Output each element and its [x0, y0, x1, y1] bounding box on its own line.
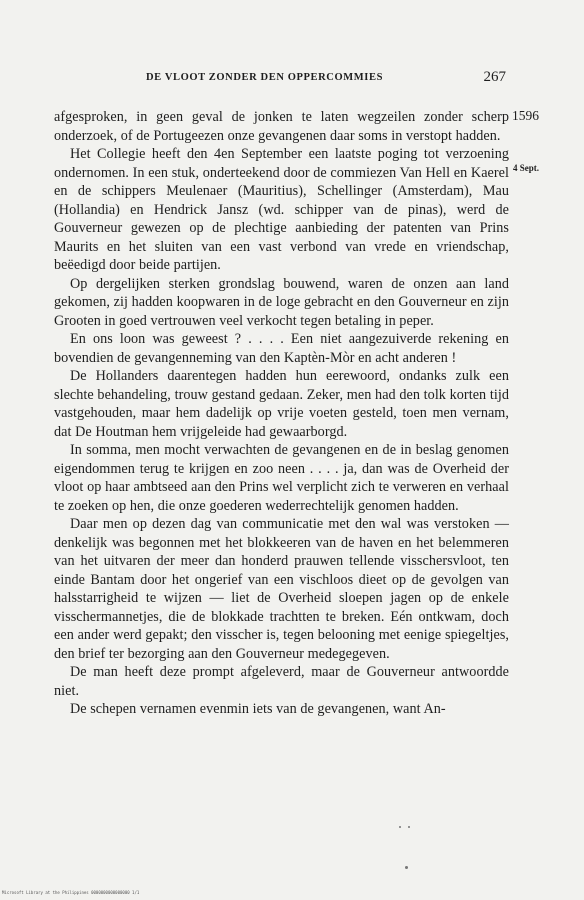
ink-speck	[408, 826, 410, 828]
ink-speck	[405, 866, 408, 869]
scan-footer: Microsoft Library at the Philippines 0000000000000000 1/1	[2, 890, 140, 895]
running-title: DE VLOOT ZONDER DEN OPPERCOMMIES	[146, 72, 384, 83]
paragraph: In somma, men mocht verwachten de gevangenen en de in beslag genomen eigendommen terug te krijgen en zoo neen . . . . ja, dan was de Overheid der vloot op haar ambtseed aan den Prins wel verplicht zich te verweren en verhaal te zoeken op hen, die onze goederen wederrechtelijk genomen hadden.	[54, 442, 509, 514]
ink-speck	[399, 826, 401, 828]
paragraph: Daar men op dezen dag van communicatie met den wal was verstoken — denkelijk was begonnen met het blokkeeren van de haven en het belemmeren van het uitvaren der meer dan honderd prauwen tellende visschersvloot, ten einde Bantam door het ongerief van een vischloos dieet op de gevolgen van halsstarrigheid te wijzen — liet de Overheid sloepen jagen op de enkele visschermannetjes, die de blokkade trachtten te breken. Eén ontkwam, doch een ander werd gepakt; den visscher is, tegen belooning met eenige spiegeltjes, den brief ter bezorging aan den Gouverneur medegegeven.	[54, 516, 509, 662]
paragraph: De Hollanders daarentegen hadden hun eerewoord, ondanks zulk een slechte behandeling, trouw gestand gedaan. Zeker, men had den tolk korten tijd vastgehouden, maar hem dadelijk op vrije voeten gesteld, toen men vernam, dat De Houtman hem vrijgeleide had gewaarborgd.	[54, 368, 509, 440]
body-text	[54, 108, 509, 719]
paragraph: afgesproken, in geen geval de jonken te laten wegzeilen zonder scherp onderzoek, of de Portugeezen onze gevangenen daar soms in verstopt hadden.	[54, 109, 509, 144]
running-head	[146, 69, 506, 88]
paragraph: En ons loon was geweest ? . . . . Een niet aangezuiverde rekening en bovendien de gevangenneming van den Kaptèn-Mòr en acht anderen !	[54, 331, 509, 366]
paragraph: De man heeft deze prompt afgeleverd, maar de Gouverneur antwoordde niet.	[54, 664, 509, 699]
paragraph: Het Collegie heeft den 4en September een laatste poging tot verzoening ondernomen. In een stuk, onderteekend door de commiezen Van Hell en Kaerel en de schippers Meulenaer (Mauritius), Schellinger (Amsterdam), Mau (Hollandia) en Hendrick Jansz (wd. schipper van de pinas), werd de Gouverneur gewezen op de plechtige aanbieding der patenten van Prins Maurits en het sluiten van een vast verbond van vrede en vriendschap, beëedigd door beide partijen.	[54, 146, 509, 273]
paragraph: De schepen vernamen evenmin iets van de gevangenen, want An-	[70, 701, 446, 717]
margin-note-year: 1596	[512, 108, 539, 123]
paragraph: Op dergelijken sterken grondslag bouwend, waren de onzen aan land gekomen, zij hadden koopwaren in de loge gebracht en den Gouverneur en zijn Grooten in goed vertrouwen veel verkocht tegen betaling in peper.	[54, 275, 509, 329]
page-number: 267	[483, 69, 506, 85]
margin-note-date: 4 Sept.	[513, 163, 540, 173]
